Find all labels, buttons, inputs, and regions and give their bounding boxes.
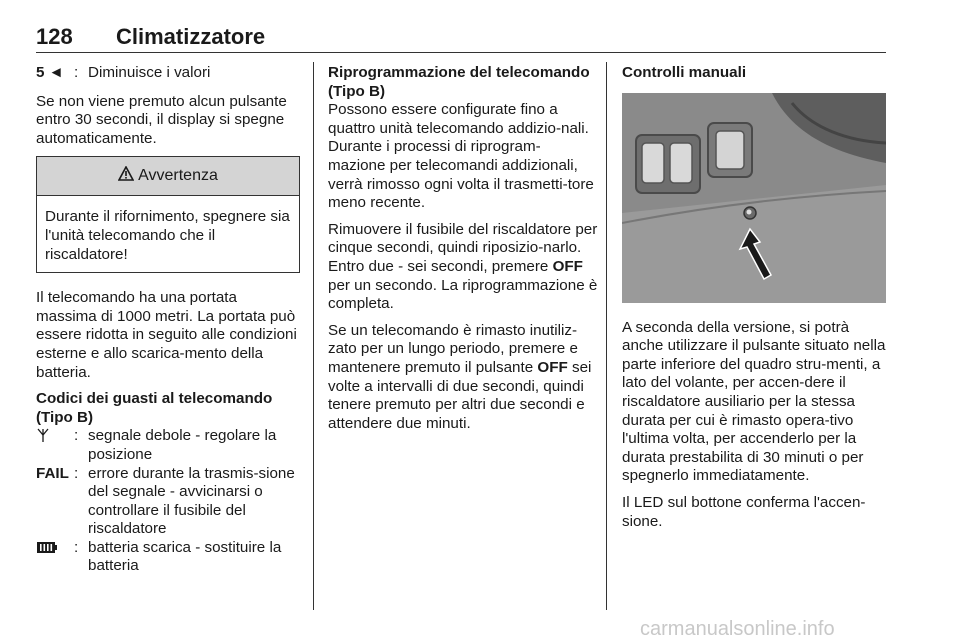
warning-box [36,156,300,273]
code-text-weak-signal: segnale debole - regolare la posizione [88,427,277,463]
reprogramming-heading: Riprogrammazione del telecomando (Tipo B) [328,64,590,100]
dashboard-button-photo [622,93,886,303]
column-divider-2 [606,62,607,610]
off-label: OFF [537,358,568,376]
code-row-fail: FAIL : errore durante la trasmis-sione del segnale - avvicinarsi o controllare il fusibile del riscaldatore [36,465,300,539]
reprogramming-paragraph-3: Se un telecomando è rimasto inutiliz-zato per un lungo periodo, premere e mantenere premuto il pulsante OFF sei volte a intervalli di due secondi, quindi tenere premuto per altri due secondi e attendere due minuti. [328,321,592,432]
column-3 [622,64,888,539]
manual-controls-paragraph-1: A seconda della versione, si potrà anche utilizzare il pulsante situato nella parte inferiore del quadro stru-menti, a lato del volante, per accen-dere il riscaldatore ausiliario per la stessa durata per cui è rimasto opera-tivo l'ultima volta, per accenderlo per la durata prestabilita di 30 minuti o per spegnerlo immediatamente. [622,318,886,485]
code-row-antenna: : segnale debole - regolare la posizione [36,427,300,464]
column-1 [36,64,300,576]
manual-controls-heading: Controlli manuali [622,64,747,81]
display-off-paragraph: Se non viene premuto alcun pulsante entro 30 secondi, il display si spegne automaticamente. [36,92,287,147]
page-header [36,24,886,52]
manual-controls-paragraph-2: Il LED sul bottone conferma l'accen-sione. [622,493,866,530]
codes-heading: Codici dei guasti al telecomando (Tipo B) [36,390,273,426]
battery-icon [36,539,74,561]
decrease-item: 5 ◄ : Diminuisce i valori [36,64,300,83]
code-row-battery: : batteria scarica - sostituire la batteria [36,539,300,576]
reprogramming-paragraph-1: Possono essere configurate fino a quattro unità telecomando addizio-nali. Durante i processi di riprogram-mazione per telecomandi addizionali, verrà rimosso ogni volta il trasmetti-tore meno recente. [328,101,594,212]
decrease-text: Diminuisce i valori [88,64,211,81]
warning-header [37,157,299,196]
watermark: carmanualsonline.info [640,618,835,640]
reprogramming-paragraph-2: Rimuovere il fusibile del riscaldatore per cinque secondi, quindi riposizio-narlo. Entro due - sei secondi, premere OFF per un secondo. La riprogrammazione è completa. [328,220,598,313]
off-label: OFF [552,257,583,275]
warning-title: Avvertenza [138,167,218,185]
column-divider-1 [313,62,314,610]
code-text-fail: errore durante la trasmis-sione del segnale - avvicinarsi o controllare il fusibile del riscaldatore [88,464,295,538]
column-2 [328,64,598,441]
fail-code-label: FAIL [36,464,69,482]
range-paragraph: Il telecomando ha una portata massima di 1000 metri. La portata può essere ridotta in seguito alle condizioni esterne e allo scarica-mento della batteria. [36,289,297,381]
antenna-icon [36,427,74,449]
warning-triangle-icon [118,166,134,187]
code-text-battery: batteria scarica - sostituire la batteria [88,538,282,575]
warning-body: Durante il rifornimento, spegnere sia l'unità telecomando che il riscaldatore! [45,208,290,263]
header-rule [36,52,886,53]
page-number: 128 [36,24,73,49]
decrease-key: 5 ◄ [36,64,64,81]
page-title: Climatizzatore [116,24,266,49]
